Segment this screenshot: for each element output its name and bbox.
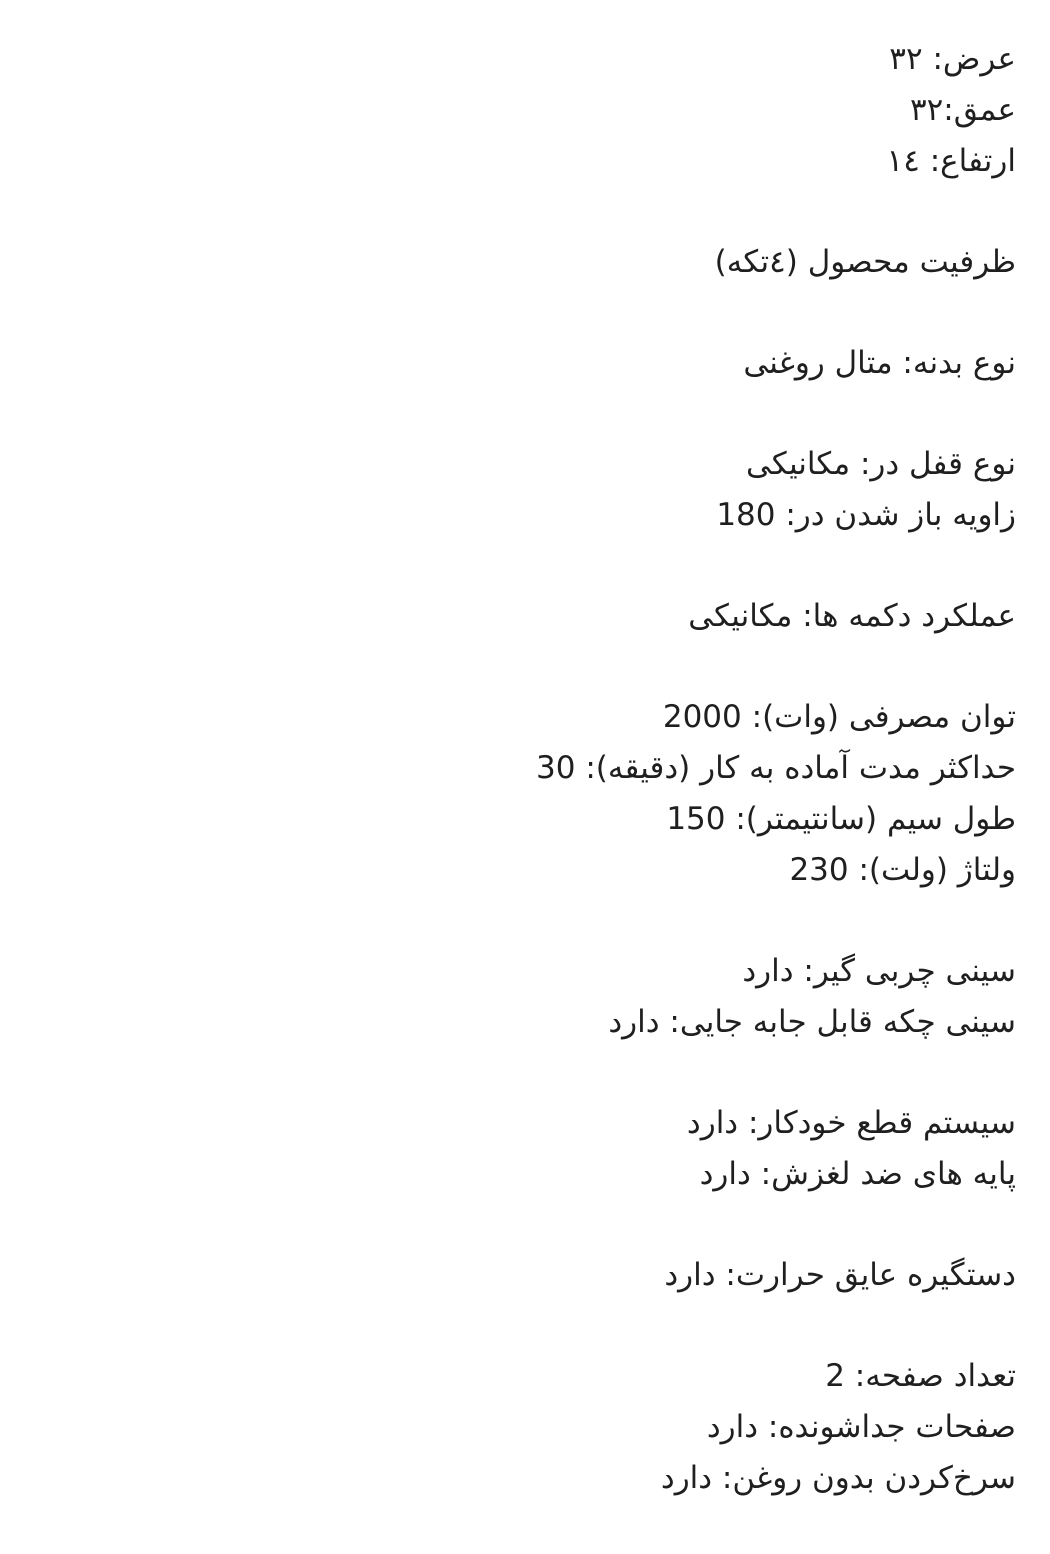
oil-free-frying-line: سرخ‌کردن بدون روغن: دارد xyxy=(660,1460,1016,1496)
body-type-line: نوع بدنه: متال روغنی xyxy=(743,345,1016,381)
voltage-line: ولتاژ (ولت): 230 xyxy=(789,852,1016,888)
drip-tray-line: سینی چکه قابل جابه جایی: دارد xyxy=(608,1004,1016,1040)
door-angle-line: زاویه باز شدن در: 180 xyxy=(716,497,1016,533)
plate-count-line: تعداد صفحه: 2 xyxy=(825,1358,1016,1394)
buttons-group xyxy=(36,591,1016,642)
insulated-handle-line: دستگیره عایق حرارت: دارد xyxy=(664,1257,1016,1293)
power-line: توان مصرفی (وات): 2000 xyxy=(662,699,1016,735)
spec-document xyxy=(36,34,1016,1554)
auto-shutoff-line: سیستم قطع خودکار: دارد xyxy=(686,1105,1016,1141)
cable-length-line: طول سیم (سانتیمتر): 150 xyxy=(666,801,1016,837)
width-line: عرض: ۳۲ xyxy=(889,41,1016,77)
trays-group xyxy=(36,946,1016,1048)
dimensions-group xyxy=(36,34,1016,187)
plates-group xyxy=(36,1351,1016,1504)
handle-group xyxy=(36,1250,1016,1301)
depth-line: عمق:۳۲ xyxy=(909,92,1016,128)
grease-tray-line: سینی چربی گیر: دارد xyxy=(742,953,1016,989)
door-lock-line: نوع قفل در: مکانیکی xyxy=(745,446,1016,482)
removable-plates-line: صفحات جداشونده: دارد xyxy=(706,1409,1016,1445)
door-group xyxy=(36,439,1016,541)
body-type-group xyxy=(36,338,1016,389)
buttons-function-line: عملکرد دکمه ها: مکانیکی xyxy=(688,598,1016,634)
capacity-group xyxy=(36,237,1016,288)
anti-slip-feet-line: پایه های ضد لغزش: دارد xyxy=(699,1156,1016,1192)
electrical-group xyxy=(36,692,1016,896)
safety-group xyxy=(36,1098,1016,1200)
standby-line: حداکثر مدت آماده به کار (دقیقه): 30 xyxy=(536,750,1016,786)
height-line: ارتفاع: ۱٤ xyxy=(886,143,1016,179)
capacity-line: ظرفیت محصول (٤تکه) xyxy=(714,244,1016,280)
